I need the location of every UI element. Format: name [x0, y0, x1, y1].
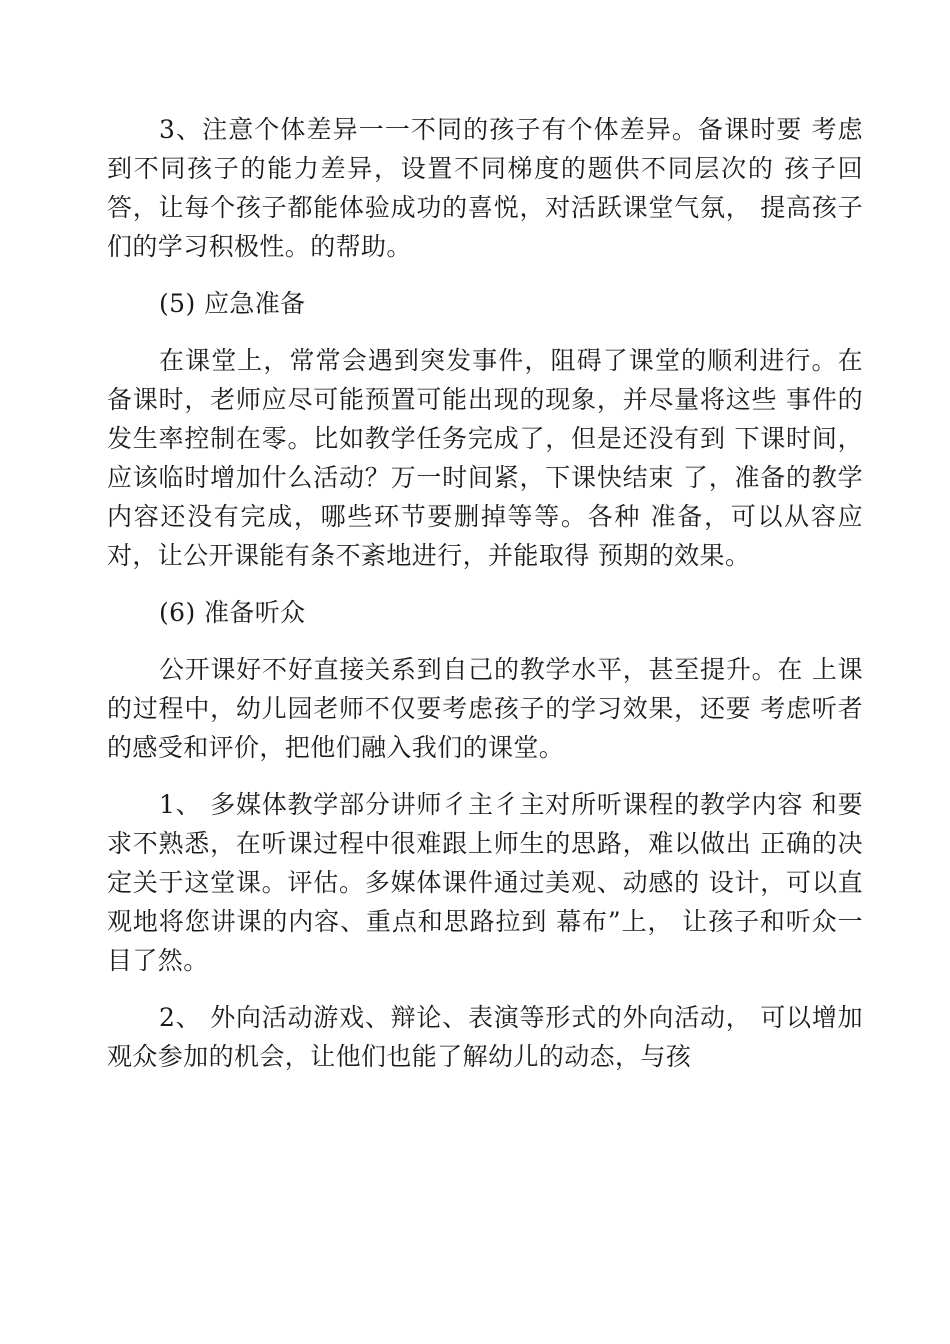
paragraph-individual-differences: 3、注意个体差异一一不同的孩子有个体差异。备课时要 考虑到不同孩子的能力差异，设置不同梯度的题供不同层次的 孩子回答，让每个孩子都能体验成功的喜悦，对活跃课堂气氛， 提高孩子们的学习积极性。的帮助。	[107, 115, 863, 261]
paragraph-outward-activities: 2、 外向活动游戏、辩论、表演等形式的外向活动， 可以增加观众参加的机会，让他们也能了解幼儿的动态，与孩	[107, 1003, 863, 1071]
paragraph-prepare-audience: 公开课好不好直接关系到自己的教学水平，甚至提升。在 上课的过程中，幼儿园老师不仅要考虑孩子的学习效果，还要 考虑听者的感受和评价，把他们融入我们的课堂。	[107, 655, 863, 762]
paragraph-multimedia: 1、 多媒体教学部分讲师彳主彳主对所听课程的教学内容 和要求不熟悉，在听课过程中很难跟上师生的思路，难以做出 正确的决定关于这堂课。评估。多媒体课件通过美观、动感的 设计，可以直观地将您讲课的内容、重点和思路拉到 幕布”上， 让孩子和听众一目了然。	[107, 790, 863, 975]
paragraph-emergency-prep: 在课堂上，常常会遇到突发事件，阻碍了课堂的顺利进行。在备课时，老师应尽可能预置可能出现的现象，并尽量将这些 事件的发生率控制在零。比如教学任务完成了，但是还没有到 下课时间，应该临时增加什么活动？万一时间紧，下课快结束 了，准备的教学内容还没有完成，哪些环节要删掉等等。各种 准备，可以从容应对，让公开课能有条不紊地进行，并能取得 预期的效果。	[107, 346, 863, 570]
document-body	[107, 110, 863, 1094]
section-heading-emergency-prep: (5) 应急准备	[159, 289, 306, 318]
section-heading-prepare-audience: (6) 准备听众	[159, 598, 306, 627]
